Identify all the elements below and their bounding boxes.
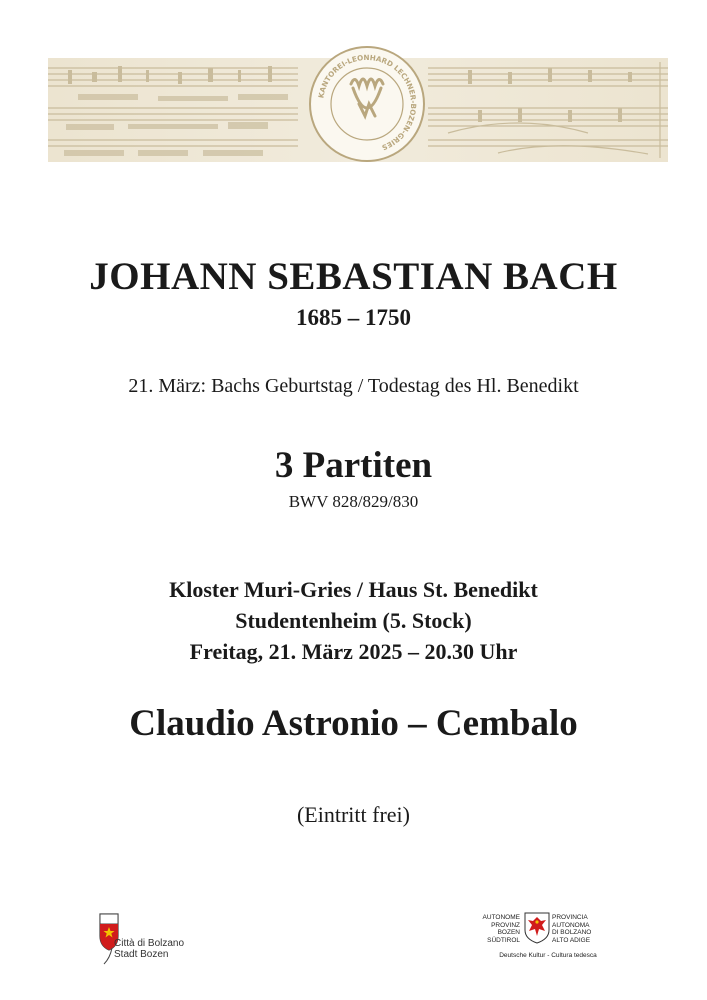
venue-datetime: Freitag, 21. März 2025 – 20.30 Uhr xyxy=(189,639,518,664)
city-logo-text: Città di Bolzano Stadt Bozen xyxy=(114,938,185,960)
work-title: 3 Partiten xyxy=(274,445,433,486)
province-text-italian: PROVINCIA AUTONOMA DI BOLZANO ALTO ADIGE xyxy=(552,914,592,944)
svg-text:KANTOREI-LEONHARD LECHNER-BOZE: KANTOREI-LEONHARD LECHNER-BOZEN-GRIES xyxy=(316,52,419,153)
performer-line: Claudio Astronio – Cembalo xyxy=(129,703,578,744)
venue-block xyxy=(0,574,707,667)
kantorei-seal-logo xyxy=(307,44,427,164)
venue-line-1: Kloster Muri-Gries / Haus St. Benedikt xyxy=(169,577,538,602)
province-culture-line: Deutsche Kultur - Cultura tedesca xyxy=(499,952,597,959)
province-text-german: AUTONOME PROVINZ BOZEN SÜDTIROL xyxy=(482,914,520,944)
province-eagle-shield-icon xyxy=(524,912,550,944)
composer-name: JOHANN SEBASTIAN BACH xyxy=(89,255,618,298)
occasion-line: 21. März: Bachs Geburtstag / Todestag des Hl. Benedikt xyxy=(128,375,579,397)
composer-years: 1685 – 1750 xyxy=(296,305,411,330)
work-catalog: BWV 828/829/830 xyxy=(288,492,419,511)
admission-note: (Eintritt frei) xyxy=(296,802,410,827)
venue-line-2: Studentenheim (5. Stock) xyxy=(235,608,472,633)
